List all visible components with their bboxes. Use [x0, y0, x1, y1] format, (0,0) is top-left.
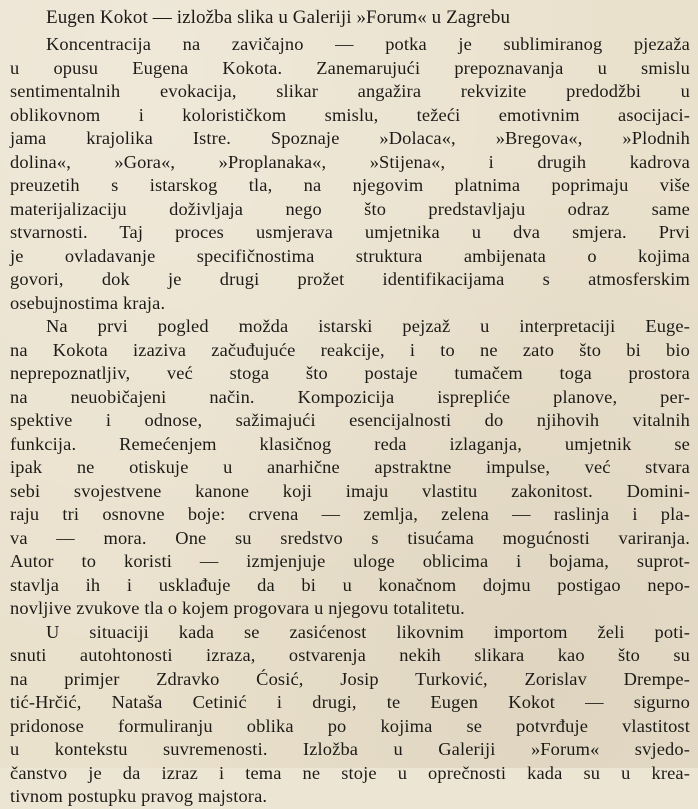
text-line: stvarnosti. Taj proces usmjerava umjetnika u dva smjera. Prvi [10, 222, 690, 242]
text-line: snuti autohtonosti izraza, ostvarenja nekih slikara kao što su [10, 645, 690, 665]
text-line: tivnom postupku pravog majstora. [10, 786, 268, 806]
text-line: oblikovnom i kolorističkom smislu, težeći emotivnim asocijaci- [10, 104, 690, 125]
text-line: stavlja ih i usklađuje da bi u konačnom dojmu postigao nepo- [10, 574, 690, 595]
text-line: jama krajolika Istre. Spoznaje »Dolaca«, »Bregova«, »Plodnih [10, 128, 690, 148]
paragraph-3 [10, 621, 690, 809]
text-line: Na prvi pogled možda istarski pejzaž u interpretaciji Euge- [46, 316, 690, 336]
text-line: osebujnostima kraja. [10, 292, 166, 313]
text-line: dolina«, »Gora«, »Proplanaka«, »Stijena«, i drugih kadrova [10, 151, 690, 172]
text-line: sebi svojestvene kanone koji imaju vlastitu zakonitost. Domini- [10, 480, 690, 501]
text-line: va — mora. One su sredstvo s tisućama mogućnosti variranja. [10, 527, 690, 548]
text-line: čanstvo je da izraz i tema ne stoje u oprečnosti kada su u krea- [10, 762, 690, 783]
text-line: u kontekstu suvremenosti. Izložba u Galeriji »Forum« svjedo- [10, 739, 690, 759]
text-line: funkcija. Remećenjem klasičnog reda izlaganja, umjetnik se [10, 433, 690, 454]
text-line: Koncentracija na zavičajno — potka je sublimiranog pjezaža [46, 34, 690, 54]
text-line: ipak ne otiskuje u anarhične apstraktne impulse, već stvara [10, 457, 690, 477]
article-headline: Eugen Kokot — izložba slika u Galeriji »Forum« u Zagrebu [46, 7, 511, 28]
text-line: sentimentalnih evokacija, slikar angažira rekvizite predodžbi u [10, 81, 690, 101]
text-line: je ovladavanje specifičnostima struktura ambijenata o kojima [10, 245, 690, 266]
text-line: novljive zvukove tla o kojem progovara u njegovu totalitetu. [10, 598, 465, 618]
text-line: neprepoznatljiv, već stoga što postaje tumačem toga prostora [10, 363, 690, 383]
paragraph-1 [10, 33, 690, 315]
text-line: raju tri osnovne boje: crvena — zemlja, zelena — raslinja i pla- [10, 504, 690, 524]
text-line: preuzetih s istarskog tla, na njegovim platnima poprimaju više [10, 175, 690, 195]
text-line: na primjer Zdravko Ćosić, Josip Turković, Zorislav Drempe- [10, 668, 690, 689]
text-line: na Kokota izaziva začuđujuće reakcije, i to ne zato što bi bio [10, 339, 690, 360]
text-line: U situaciji kada se zasićenost likovnim importom želi poti- [46, 621, 690, 642]
paragraph-2 [10, 315, 690, 621]
text-line: spektive i odnose, sažimajući esencijalnosti do njihovih vitalnih [10, 410, 690, 430]
text-line: Autor to koristi — izmjenjuje uloge oblicima i bojama, suprot- [10, 551, 690, 571]
text-line: pridonose formuliranju oblika po kojima se potvrđuje vlastitost [10, 715, 690, 736]
article-body [10, 33, 690, 809]
text-line: materijalizaciju doživljaja nego što predstavljaju odraz same [10, 198, 690, 219]
text-line: tić-Hrčić, Nataša Cetinić i drugi, te Eugen Kokot — sigurno [10, 692, 690, 712]
text-line: na neuobičajeni način. Kompozicija isprepliće planove, per- [10, 386, 690, 407]
text-line: u opusu Eugena Kokota. Zanemarujući prepoznavanja u smislu [10, 57, 690, 78]
text-line: govori, dok je drugi prožet identifikacijama s atmosferskim [10, 269, 690, 289]
